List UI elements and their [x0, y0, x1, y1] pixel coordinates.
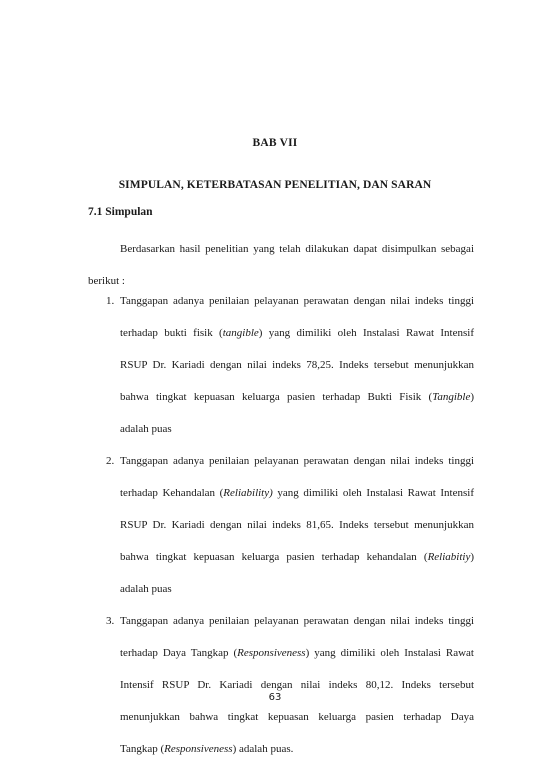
italic-term: Reliability)	[223, 487, 273, 499]
intro-line-2: berikut :	[88, 275, 125, 287]
list-item-line	[120, 737, 474, 762]
list-item-line: Intensif RSUP Dr. Kariadi dengan nilai indeks 80,12. Indeks tersebut	[120, 679, 474, 691]
line-text: bahwa tingkat kepuasan keluarga pasien terhadap kehandalan (	[120, 551, 428, 563]
line-text: terhadap Kehandalan (	[120, 487, 224, 499]
list-item-line: RSUP Dr. Kariadi dengan nilai indeks 81,65. Indeks tersebut menunjukkan	[120, 519, 474, 531]
intro-paragraph	[88, 233, 474, 297]
line-text: ) adalah puas.	[232, 743, 294, 755]
list-item-line: adalah puas	[120, 423, 172, 435]
line-text: terhadap bukti fisik (	[120, 327, 223, 339]
list-item-number: 1.	[106, 295, 115, 307]
chapter-title: SIMPULAN, KETERBATASAN PENELITIAN, DAN SARAN	[118, 179, 432, 191]
list-item-line: Tanggapan adanya penilaian pelayanan perawatan dengan nilai indeks tinggi	[120, 455, 474, 467]
list-item	[88, 289, 474, 442]
line-text: )	[470, 391, 474, 403]
intro-line-1: Berdasarkan hasil penelitian yang telah dilakukan dapat disimpulkan sebagai	[120, 243, 474, 255]
italic-term: Tangible	[432, 391, 471, 403]
italic-term: Reliabitiy	[427, 551, 471, 563]
page-number: 63	[268, 692, 282, 703]
list-item-line	[120, 481, 474, 506]
list-item-line: menunjukkan bahwa tingkat kepuasan keluarga pasien terhadap Daya	[120, 711, 474, 723]
italic-term: Responsiveness	[237, 647, 306, 659]
line-text: ) yang dimiliki oleh Instalasi Rawat Intensif	[258, 327, 474, 339]
line-text: Tangkap (	[120, 743, 165, 755]
list-item	[88, 449, 474, 602]
list-item-number: 2.	[106, 455, 115, 467]
list-item-line: Tanggapan adanya penilaian pelayanan perawatan dengan nilai indeks tinggi	[120, 615, 474, 627]
list-item	[88, 609, 474, 762]
list-item-line: Tanggapan adanya penilaian pelayanan perawatan dengan nilai indeks tinggi	[120, 295, 474, 307]
list-item-line	[120, 545, 474, 570]
line-text: yang dimiliki oleh Instalasi Rawat Intensif	[272, 487, 474, 499]
italic-term: tangible	[222, 327, 259, 339]
line-text: ) yang dimiliki oleh Instalasi Rawat	[305, 647, 474, 659]
line-text: terhadap Daya Tangkap (	[120, 647, 238, 659]
list-item-line	[120, 641, 474, 666]
section-heading: 7.1 Simpulan	[88, 206, 153, 218]
list-item-number: 3.	[106, 615, 115, 627]
italic-term: Responsiveness	[164, 743, 233, 755]
list-item-line	[120, 321, 474, 346]
line-text: )	[470, 551, 474, 563]
line-text: bahwa tingkat kepuasan keluarga pasien terhadap Bukti Fisik (	[120, 391, 433, 403]
list-item-line	[120, 385, 474, 410]
list-item-line: adalah puas	[120, 583, 172, 595]
chapter-label: BAB VII	[252, 137, 298, 149]
list-item-line: RSUP Dr. Kariadi dengan nilai indeks 78,25. Indeks tersebut menunjukkan	[120, 359, 474, 371]
